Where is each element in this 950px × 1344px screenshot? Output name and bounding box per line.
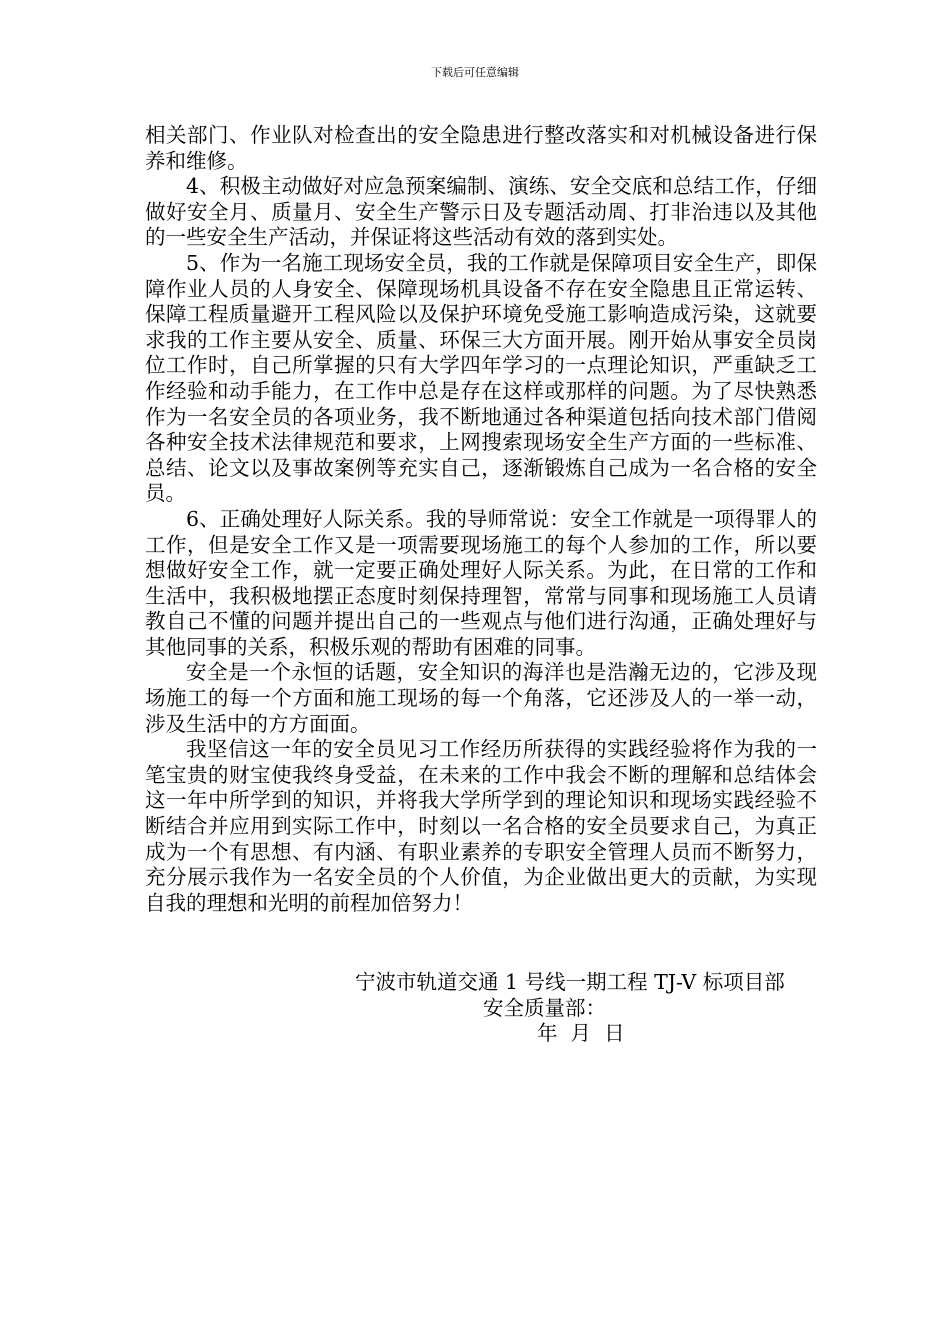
signature-department: 安全质量部： — [483, 995, 606, 1020]
paragraph-item-4: 4、积极主动做好对应急预案编制、演练、安全交底和总结工作，仔细做好安全月、质量月、安全生产警示日及专题活动周、打非治违以及其他的一些安全生产活动，并保证将这些活动有效的落到实处。 — [145, 174, 817, 250]
signature-date: 年 月 日 — [537, 1021, 625, 1046]
paragraph-conclusion: 我坚信这一年的安全员见习工作经历所获得的实践经验将作为我的一笔宝贵的财宝使我终身受益，在未来的工作中我会不断的理解和总结体会这一年中所学到的知识，并将我大学所学到的理论知识和现场实践经验不断结合并应用到实际工作中，时刻以一名合格的安全员要求自己，为真正成为一个有思想、有内涵、有职业素养的专职安全管理人员而不断努力，充分展示我作为一名安全员的个人价值，为企业做出更大的贡献，为实现自我的理想和光明的前程加倍努力！ — [145, 737, 817, 915]
signature-block — [145, 970, 817, 1047]
paragraph-item-6: 6、正确处理好人际关系。我的导师常说：安全工作就是一项得罪人的工作，但是安全工作又是一项需要现场施工的每个人参加的工作，所以要想做好安全工作，就一定要正确处理好人际关系。为此，在日常的工作和生活中，我积极地摆正态度时刻保持理智，常常与同事和现场施工人员请教自己不懂的问题并提出自己的一些观点与他们进行沟通，正确处理好与其他同事的关系，积极乐观的帮助有困难的同事。 — [145, 506, 817, 659]
paragraph-continuation: 相关部门、作业队对检查出的安全隐患进行整改落实和对机械设备进行保养和维修。 — [145, 123, 817, 173]
page-header-note: 下载后可任意编辑 — [431, 66, 519, 79]
signature-organization: 宁波市轨道交通 1 号线一期工程 TJ-V 标项目部 — [355, 970, 785, 994]
paragraph-safety-topic: 安全是一个永恒的话题，安全知识的海洋也是浩瀚无边的，它涉及现场施工的每一个方面和施工现场的每一个角落，它还涉及人的一举一动，涉及生活中的方方面面。 — [145, 660, 817, 736]
document-body — [145, 123, 817, 916]
paragraph-item-5: 5、作为一名施工现场安全员，我的工作就是保障项目安全生产，即保障作业人员的人身安全、保障现场机具设备不存在安全隐患且正常运转、保障工程质量避开工程风险以及保护环境免受施工影响造成污染，这就要求我的工作主要从安全、质量、环保三大方面开展。刚开始从事安全员岗位工作时，自己所掌握的只有大学四年学习的一点理论知识，严重缺乏工作经验和动手能力，在工作中总是存在这样或那样的问题。为了尽快熟悉作为一名安全员的各项业务，我不断地通过各种渠道包括向技术部门借阅各种安全技术法律规范和要求，上网搜索现场安全生产方面的一些标准、总结、论文以及事故案例等充实自己，逐渐锻炼自己成为一名合格的安全员。 — [145, 250, 817, 506]
